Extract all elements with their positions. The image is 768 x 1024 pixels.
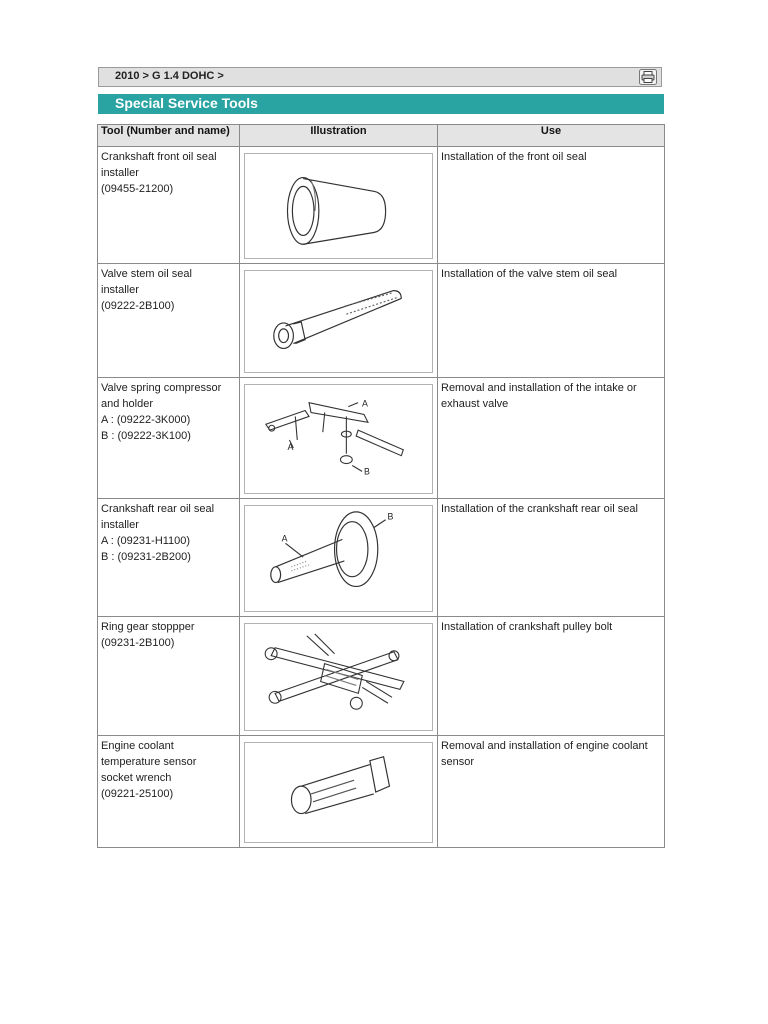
illustration-cell xyxy=(240,736,438,848)
tool-name-line: installer xyxy=(101,519,139,531)
tool-number: (09222-2B100) xyxy=(101,300,175,312)
illustration-label: A xyxy=(362,398,368,409)
illustration-cell xyxy=(240,499,438,617)
breadcrumb-text[interactable]: 2010 > G 1.4 DOHC > xyxy=(115,70,224,82)
tool-name-cell xyxy=(98,264,240,378)
tool-name-line: socket wrench xyxy=(101,772,172,784)
header-use: Use xyxy=(438,125,665,147)
valve-stem-installer-illustration xyxy=(244,270,433,373)
ring-gear-stopper-illustration xyxy=(244,623,433,731)
tool-name-cell xyxy=(98,147,240,264)
table-row xyxy=(98,147,665,264)
tool-name-cell xyxy=(98,736,240,848)
use-cell: Installation of the crankshaft rear oil seal xyxy=(438,499,665,617)
page-title: Special Service Tools xyxy=(115,95,258,111)
tool-number: (09221-25100) xyxy=(101,788,174,800)
header-tool: Tool (Number and name) xyxy=(98,125,240,147)
section-header xyxy=(98,94,664,114)
breadcrumb xyxy=(98,67,662,87)
valve-spring-compressor-illustration xyxy=(244,384,433,494)
illustration-cell xyxy=(240,617,438,736)
tool-name-line: Engine coolant xyxy=(101,740,174,752)
tool-number: A : (09222-3K000) xyxy=(101,414,191,426)
table-row xyxy=(98,617,665,736)
illustration-label: A xyxy=(287,441,294,452)
tool-name-line: and holder xyxy=(101,398,153,410)
seal-installer-illustration xyxy=(244,153,433,259)
tool-name-line: Crankshaft rear oil seal xyxy=(101,503,215,515)
table-header-row xyxy=(98,125,665,147)
tool-name-cell xyxy=(98,617,240,736)
tool-name-line: Valve stem oil seal xyxy=(101,268,192,280)
tool-number: B : (09231-2B200) xyxy=(101,551,191,563)
tool-name-line: temperature sensor xyxy=(101,756,197,768)
tool-number: B : (09222-3K100) xyxy=(101,430,191,442)
table-row xyxy=(98,499,665,617)
use-cell: Installation of the front oil seal xyxy=(438,147,665,264)
tool-name-line: installer xyxy=(101,284,139,296)
rear-seal-installer-illustration xyxy=(244,505,433,612)
illustration-cell xyxy=(240,378,438,499)
use-cell: Removal and installation of the intake or exhaust valve xyxy=(438,378,665,499)
printer-icon[interactable] xyxy=(639,69,657,85)
illustration-label: B xyxy=(364,466,370,477)
tool-number: A : (09231-H1100) xyxy=(101,535,191,547)
tool-name-cell xyxy=(98,499,240,617)
use-cell: Installation of crankshaft pulley bolt xyxy=(438,617,665,736)
illustration-label: A xyxy=(281,533,288,544)
use-cell: Installation of the valve stem oil seal xyxy=(438,264,665,378)
tool-name-line: Ring gear stoppper xyxy=(101,621,195,633)
table-row xyxy=(98,736,665,848)
use-cell: Removal and installation of engine coolant sensor xyxy=(438,736,665,848)
illustration-cell xyxy=(240,264,438,378)
table-row xyxy=(98,378,665,499)
special-tools-table xyxy=(97,124,665,848)
tool-name-line: Crankshaft front oil seal xyxy=(101,151,217,163)
illustration-cell xyxy=(240,147,438,264)
tool-number: (09231-2B100) xyxy=(101,637,175,649)
header-illustration: Illustration xyxy=(240,125,438,147)
sensor-socket-wrench-illustration xyxy=(244,742,433,843)
tool-number: (09455-21200) xyxy=(101,183,174,195)
tool-name-line: installer xyxy=(101,167,139,179)
illustration-label: B xyxy=(387,511,394,522)
table-row xyxy=(98,264,665,378)
tool-name-line: Valve spring compressor xyxy=(101,382,222,394)
tool-name-cell xyxy=(98,378,240,499)
